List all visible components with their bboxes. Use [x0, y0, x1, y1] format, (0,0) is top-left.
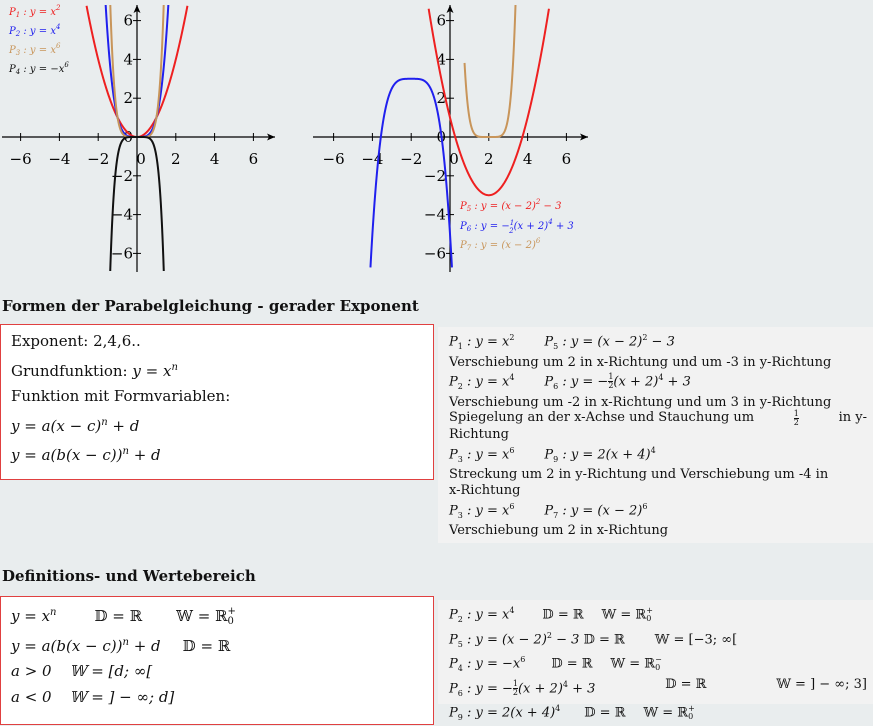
x-tick-label: −2	[87, 150, 110, 168]
y-tick-label: 6	[123, 11, 133, 30]
base-function-line: Grundfunktion: $y = x^n$	[11, 361, 178, 380]
y-tick-label: 6	[436, 11, 446, 30]
legend-item-p5: $P_5$ : $y = (x - 2)^2 - 3$	[460, 198, 562, 213]
x-tick-label: −6	[9, 150, 32, 168]
formula-1: $y = a(x - c)^n + d$	[11, 416, 140, 435]
origin-label: 0	[436, 128, 446, 146]
formula-box-forms	[0, 324, 434, 480]
note-shift-p5: Verschiebung um 2 in x-Richtung und um -3 in y-Richtung	[449, 354, 832, 370]
x-tick-label: 4	[522, 150, 533, 168]
domain-row-4: a < 0 𝕎 = ] − ∞; d]	[11, 687, 175, 706]
domain-note-p9: $P_9$ : $y = 2(x + 4)^4$ 𝔻 = ℝ 𝕎 = ℝ + 0	[449, 703, 695, 722]
x-tick-label: 6	[248, 150, 259, 168]
y-tick-label: 4	[436, 50, 446, 69]
exponent-line: Exponent: 2,4,6..	[11, 332, 141, 350]
pair-p3-p7: $P_3$ : $y = x^6$ $P_7$ : $y = (x - 2)^6$	[449, 501, 648, 520]
notes-box-domain-range	[438, 600, 873, 722]
pair-p1-p5: $P_1$ : $y = x^2$ $P_5$ : $y = (x - 2)^2 - 3$	[449, 333, 675, 351]
y-tick-label: −6	[110, 244, 133, 263]
legend-item-p6: $P_6$ : y = −$^1$ $2(x + 2)^4 + 3$	[460, 218, 574, 235]
x-tick-label: −4	[48, 150, 71, 168]
form-variables-label: Funktion mit Formvariablen:	[11, 387, 231, 405]
note-stretch-p9-cont: x-Richtung	[449, 482, 521, 498]
x-tick-label: −6	[322, 150, 345, 168]
x-tick-label: 4	[209, 150, 220, 168]
notes-box-transformations	[438, 327, 873, 543]
y-tick-label: −6	[423, 244, 446, 263]
legend-chart-2	[459, 198, 574, 252]
chart-even-power-functions	[2, 3, 275, 272]
y-tick-label: −2	[423, 166, 446, 185]
x-tick-label: 6	[561, 150, 572, 168]
y-tick-label: −4	[423, 205, 446, 224]
domain-note-p4: $P_4$ : $y = -x^6$ 𝔻 = ℝ 𝕎 = ℝ − 0	[449, 654, 662, 673]
x-tick-label: 2	[171, 150, 181, 168]
domain-row-2: $y = a(b(x - c))^n + d$ 𝔻 = ℝ	[11, 636, 231, 655]
charts-area	[0, 0, 873, 290]
y-tick-label: −4	[110, 205, 133, 224]
legend-item-p4: $P_4$ : $y = -x^6$	[9, 61, 69, 76]
note-reflect-p6-cont: Richtung	[449, 427, 509, 443]
domain-note-p6: $P_6$ : y = − $\frac{1}{2}$ $(x + 2)^4 + 3$ 𝔻 = ℝ 𝕎 = ] − ∞; 3]	[449, 676, 867, 698]
y-tick-label: −2	[110, 166, 133, 185]
legend-item-p2: $P_2$ : $y = x^4$	[9, 23, 61, 38]
y-tick-label: 2	[123, 89, 133, 108]
formula-box-domain	[0, 596, 434, 725]
pair-p3-p9: $P_3$ : $y = x^6$ $P_9$ : $y = 2(x + 4)^4$	[449, 445, 656, 464]
section-title-parabola-forms: Formen der Parabelgleichung - gerader Exponent	[2, 297, 419, 315]
x-tick-label: −4	[361, 150, 384, 168]
y-tick-label: 2	[436, 89, 446, 108]
domain-row-3: a > 0 𝕎 = [d; ∞[	[11, 662, 153, 680]
note-stretch-p9: Streckung um 2 in y-Richtung und Verschiebung um -4 in	[449, 467, 829, 483]
origin-label: 0	[123, 128, 133, 146]
x-tick-label: 0	[136, 150, 146, 168]
x-tick-label: 0	[449, 150, 459, 168]
legend-item-p1: $P_1$ : $y = x^2$	[9, 4, 61, 19]
curve-p7	[465, 3, 516, 137]
formula-2: $y = a(b(x - c))^n + d$	[11, 446, 161, 464]
note-reflect-p6: Spiegelung an der x-Achse und Stauchung um 1 2 in y-	[449, 409, 867, 428]
legend-item-p3: $P_3$ : $y = x^6$	[9, 42, 61, 57]
y-tick-label: 4	[123, 50, 133, 69]
legend-chart-1	[8, 4, 69, 76]
section-title-domain-range: Definitions- und Wertebereich	[2, 567, 256, 585]
domain-row-1: $y = x^n$ 𝔻 = ℝ 𝕎 = ℝ + 0	[11, 606, 236, 627]
note-shift-p6: Verschiebung um -2 in x-Richtung und um 3 in y-Richtung	[449, 394, 832, 410]
x-tick-label: −2	[400, 150, 423, 168]
domain-note-p5: $P_5$ : $y = (x - 2)^2 - 3$ 𝔻 = ℝ 𝕎 = [−3; ∞[	[449, 630, 738, 649]
domain-note-p2: $P_2$ : $y = x^4$ 𝔻 = ℝ 𝕎 = ℝ + 0	[449, 605, 653, 624]
pair-p2-p6: $P_2$ : $y = x^4$ $P_6$ : y = − $\frac{1}{2}$ $(x + 2)^4 + 3$	[449, 372, 691, 392]
x-tick-label: 2	[484, 150, 494, 168]
note-shift-p7: Verschiebung um 2 in x-Richtung	[449, 523, 669, 539]
legend-item-p7: $P_7$ : $y = (x - 2)^6$	[460, 237, 541, 252]
